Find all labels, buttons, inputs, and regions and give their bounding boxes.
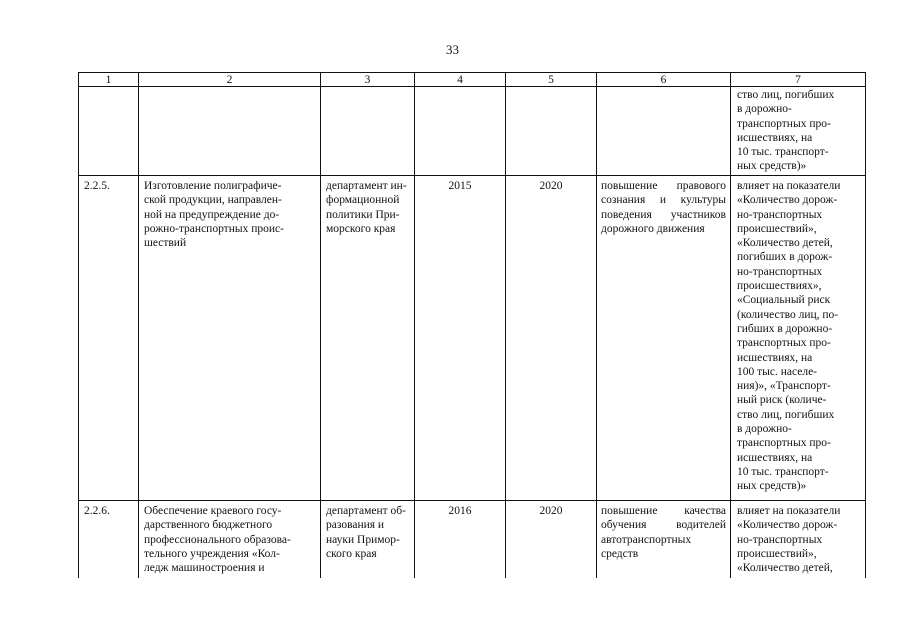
- row-2-2-6-end-year: 2020: [539, 505, 563, 517]
- header-col-1: 1: [105, 74, 112, 86]
- row-2-2-6-impact: влияет на показатели «Количество дорож- но-транспортных происшествий», «Количество детей,: [737, 505, 841, 575]
- header-col-2: 2: [226, 74, 233, 86]
- row-2-2-5-start-year: 2015: [448, 180, 472, 192]
- row-2-2-6-start-year: 2016: [448, 505, 472, 517]
- row-2-2-6-result: повышение качества обучения водителей автотранспортных средств: [601, 505, 726, 560]
- row-2-2-5-impact: влияет на показатели «Количество дорож- но-транспортных происшествий», «Количество детей, погибших в дорож- но-транспортных происшествиях», «Социальный риск (количество лиц, по- гибших в дорожно- транспортных про- исшествиях, на 100 тыс. населе- ния)», «Транспорт- ный риск (количе- ство лиц, погибших в дорожно- транспортных про- исшествиях, на 10 тыс. транспорт- ных средств)»: [737, 180, 841, 493]
- header-col-6: 6: [660, 74, 667, 86]
- row-2-2-5-name: Изготовление полиграфиче- ской продукции, направлен- ной на предупреждение до- рожно-транспортных проис- шествий: [144, 180, 284, 250]
- header-col-3: 3: [364, 74, 371, 86]
- row-2-2-5-executor: департамент ин- формационной политики При- морского края: [326, 180, 407, 235]
- row-2-2-6-number: 2.2.6.: [84, 505, 110, 517]
- header-col-4: 4: [457, 74, 463, 86]
- page-number: 33: [446, 42, 459, 57]
- row-2-2-6-executor: департамент об- разования и науки Примор- ского края: [326, 505, 406, 560]
- header-col-5: 5: [548, 74, 554, 86]
- row-2-2-5-end-year: 2020: [539, 180, 563, 192]
- row-2-2-6-name: Обеспечение краевого госу- дарственного бюджетного профессионального образова- тельного учреждения «Кол- ледж машиностроения и: [144, 505, 291, 575]
- header-col-7: 7: [795, 74, 801, 86]
- row-2-2-5-number: 2.2.5.: [84, 180, 110, 192]
- continuation-impact: ство лиц, погибших в дорожно- транспортных про- исшествиях, на 10 тыс. транспорт- ных средств)»: [737, 89, 835, 173]
- row-2-2-5-result: повышение правового сознания и культуры поведения участников дорожного движения: [601, 180, 726, 235]
